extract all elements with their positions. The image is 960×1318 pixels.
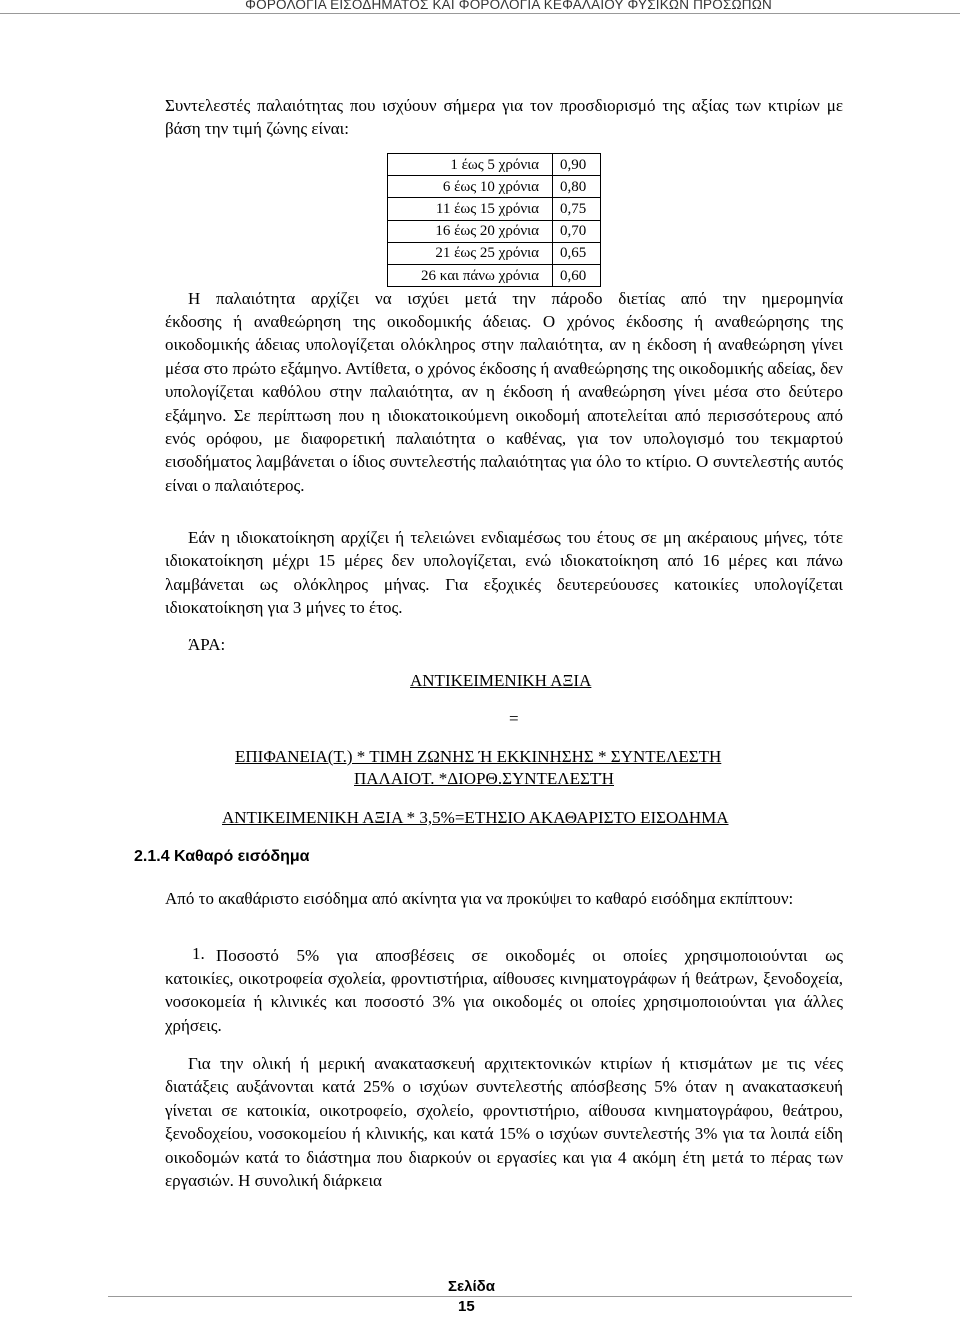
value-cell: 0,80 xyxy=(553,176,601,198)
formula-line-1: ΕΠΙΦΑΝΕΙΑ(Τ.) * ΤΙΜΗ ΖΩΝΗΣ Ή ΕΚΚΙΝΗΣΗΣ * ΣΥΝΤΕΛΕΣΤΗ xyxy=(235,747,722,766)
footer-rule xyxy=(108,1296,852,1297)
age-paragraph-first-line: Η παλαιότητα αρχίζει να ισχύει μετά την πάροδο διετίας από την ημερομηνία xyxy=(188,289,843,308)
period-cell: 6 έως 10 χρόνια xyxy=(388,176,553,198)
period-cell: 21 έως 25 χρόνια xyxy=(388,242,553,264)
list-item-number: 1. xyxy=(192,944,205,963)
period-cell: 26 και πάνω χρόνια xyxy=(388,264,553,286)
value-cell: 0,90 xyxy=(553,154,601,176)
net-income-paragraph: Από το ακαθάριστο εισόδημα από ακίνητα για να προκύψει το καθαρό εισόδημα εκπίπτουν: xyxy=(165,889,794,908)
header-title: ΦΟΡΟΛΟΓΙΑ ΕΙΣΟΔΗΜΑΤΟΣ ΚΑΙ ΦΟΡΟΛΟΓΙΑ ΚΕΦΑΛΑΙΟΥ ΦΥΣΙΚΩΝ ΠΡΟΣΩΠΩΝ xyxy=(245,0,772,12)
running-header xyxy=(0,0,960,14)
period-cell: 11 έως 15 χρόνια xyxy=(388,198,553,220)
reconstruction-paragraph: Για την ολική ή μερική ανακατασκευή αρχιτεκτονικών κτιρίων ή κτισμάτων με τις νέες διατάξεις αυξάνονται κατά 25% ο ισχύων συντελεστής απόσβεσης 5% όταν η ανακατασκευή γίνεται σε κατοικία, οικοτροφείο, σχολείο, φροντιστήριο, αίθουσα κινηματογράφου, θεάτρου, ξενοδοχείου, νοσοκομείου ή κλινικής, και κατά 15% ο ισχύων συντελεστής 3% για τα λοιπά είδη οικοδομών κατά το διάστημα που διαρκούν οι εργασίες και για 4 ακόμη έτη μετά το πέρας των εργασιών. Η συνολική διάρκεια xyxy=(165,1054,843,1191)
formula-objective-value: ΑΝΤΙΚΕΙΜΕΝΙΚΗ ΑΞΙΑ xyxy=(410,671,592,690)
list-item-body: κατοικίες, οικοτροφεία σχολεία, φροντιστήρια, αίθουσες κινηματογράφων ή θεάτρων, ξενοδοχεία, νοσοκομεία ή κλινικές και ποσοστό 3% για οικοδομές οι οποίες χρησιμοποιούνται για άλλες χρήσεις. xyxy=(165,969,843,1035)
table-row xyxy=(388,198,601,220)
table-row xyxy=(388,220,601,242)
value-cell: 0,75 xyxy=(553,198,601,220)
formula-income: ΑΝΤΙΚΕΙΜΕΝΙΚΗ ΑΞΙΑ * 3,5%=ΕΤΗΣΙΟ ΑΚΑΘΑΡΙΣΤΟ ΕΙΣΟΔΗΜΑ xyxy=(222,808,729,827)
period-cell: 16 έως 20 χρόνια xyxy=(388,220,553,242)
table-row xyxy=(388,154,601,176)
table-row xyxy=(388,176,601,198)
value-cell: 0,65 xyxy=(553,242,601,264)
formula-line-2: ΠΑΛΑΙΟΤ. *ΔΙΟΡΘ.ΣΥΝΤΕΛΕΣΤΉ xyxy=(354,769,615,788)
ara-label: ΆΡΑ: xyxy=(188,635,226,654)
list-item-first-line: Ποσοστό 5% για αποσβέσεις σε οικοδομές οι οποίες χρησιμοποιούνται ως xyxy=(216,946,843,965)
age-coefficient-table xyxy=(387,153,601,287)
months-paragraph: Εάν η ιδιοκατοίκηση αρχίζει ή τελειώνει ενδιαμέσως του έτους σε μη ακέραιους μήνες, τότε ιδιοκατοίκηση μέχρι 15 μέρες δεν υπολογίζεται, ενώ ιδιοκατοίκηση από 16 μέρες και πάνω λαμβάνεται ως ολόκληρος μήνας. Για εξοχικές δευτερεύουσες κατοικίες υπολογίζεται ιδιοκατοίκηση για 3 μήνες το έτος. xyxy=(165,528,843,618)
table-row xyxy=(388,264,601,286)
age-paragraph-body: έκδοσης ή αναθεώρηση της οικοδομικής άδειας. Ο χρόνος έκδοσης ή αναθεώρησης της οικοδομικής άδειας υπολογίζεται ολόκληρος στην παλαιότητα, αν η έκδοση ή αναθεώρηση γίνει μέσα στο πρώτο εξάμηνο. Αντίθετα, ο χρόνος έκδοσης ή αναθεώρησης της οικοδομικής αδείας, δεν υπολογίζεται καθόλου στην παλαιότητα, αν η έκδοση ή αναθεώρηση γίνει μέσα στο δεύτερο εξάμηνο. Σε περίπτωση που η ιδιοκατοικούμενη οικοδομή αποτελείται από περισσότερους από ενός ορόφου, με διαφορετική παλαιότητα ο καθένας, για τον υπολογισμό του τεκμαρτού εισοδήματος λαμβάνεται ο ίδιος συντελεστής παλαιότητας για όλο το κτίριο. Ο συντελεστής αυτός είναι ο παλαιότερος. xyxy=(165,312,843,495)
header-rule xyxy=(0,13,960,14)
page-footer xyxy=(448,1277,495,1317)
section-heading: 2.1.4 Καθαρό εισόδημα xyxy=(134,848,310,865)
period-cell: 1 έως 5 χρόνια xyxy=(388,154,553,176)
page-number: 15 xyxy=(458,1298,475,1315)
formula-equals: = xyxy=(509,709,519,728)
page-label: Σελίδα xyxy=(448,1278,495,1295)
value-cell: 0,60 xyxy=(553,264,601,286)
table-row xyxy=(388,242,601,264)
intro-paragraph: Συντελεστές παλαιότητας που ισχύουν σήμερα για τον προσδιορισμό της αξίας των κτιρίων με βάση την τιμή ζώνης είναι: xyxy=(165,96,843,139)
value-cell: 0,70 xyxy=(553,220,601,242)
